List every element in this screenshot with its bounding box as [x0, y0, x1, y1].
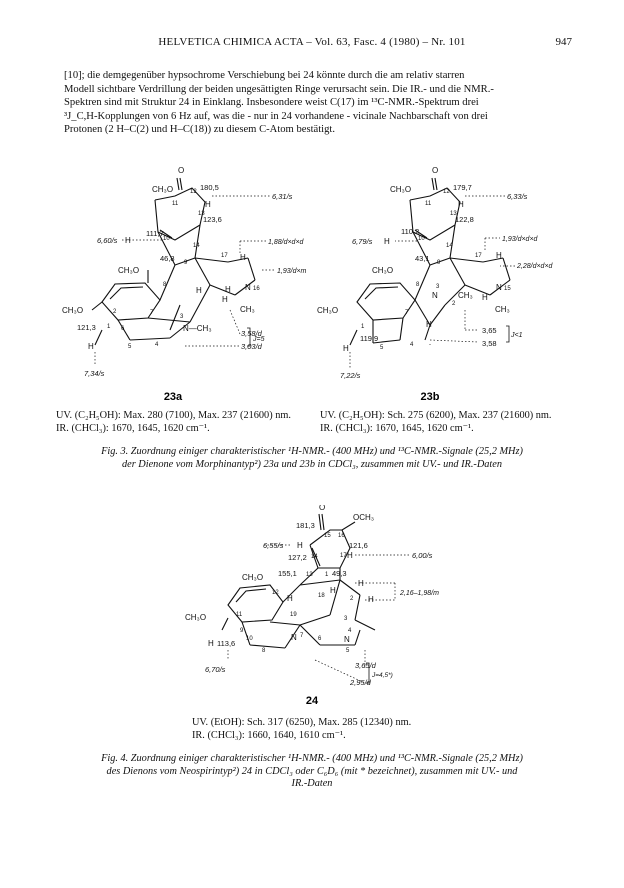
h-nmr-shift: 7,34/s — [84, 369, 105, 378]
n-methyl-label: N—CH₃ — [183, 324, 212, 333]
h-nmr-shift: 3,58 — [482, 339, 497, 348]
specs-24 — [192, 717, 492, 742]
atom-number: 2 — [350, 596, 354, 602]
atom-number: 10 — [163, 236, 170, 242]
atom-number: 5 — [380, 345, 384, 351]
uv-data: UV. (C₂H₅OH): Sch. 275 (6200), Max. 237 (21600) nm. — [320, 410, 552, 421]
running-header — [0, 36, 624, 52]
atom-number: 9 — [240, 628, 244, 634]
c13-shift: 155,1 — [278, 569, 297, 578]
atom-number: 17 — [475, 253, 482, 259]
intro-line: Protonen (2 H–C(2) und H–C(18)) zu diesem C-Atom bestätigt. — [64, 124, 335, 136]
c13-shift: 181,3 — [296, 521, 315, 530]
c13-shift: 46,8 — [160, 254, 175, 263]
nitrogen-label: N — [245, 283, 251, 292]
atom-number: 7 — [405, 310, 409, 316]
c13-shift: 119,9 — [360, 334, 379, 343]
atom-number: 4 — [410, 342, 414, 348]
c13-shift: 121,3 — [77, 323, 96, 332]
h-nmr-shift: 3,03/d — [241, 342, 262, 351]
c13-shift: 179,7 — [453, 183, 472, 192]
oxygen-label: O — [319, 505, 326, 512]
hydrogen-label: H — [426, 320, 432, 329]
intro-line: ³J_C,H-Kopplungen von 6 Hz auf, was die - nur in 24 vorhandene - vicinale Nachbarschaft von drei — [64, 110, 488, 122]
intro-line: Modell sichtbare Verdrillung der beiden ungesättigten Ringe verursacht sein. Die IR.- und die NMR.- — [64, 83, 494, 95]
atom-number: 3 — [436, 284, 440, 290]
c13-shift: 113,6 — [217, 639, 236, 648]
hydrogen-label: H — [482, 293, 488, 302]
hydrogen-label: H — [458, 200, 464, 209]
c13-shift: 121,6 — [349, 541, 368, 550]
c13-shift: 123,6 — [203, 215, 222, 224]
hydrogen-label: H — [88, 342, 94, 351]
intro-paragraph — [64, 69, 558, 137]
hydrogen-label: H — [358, 579, 364, 588]
atom-number: 11 — [425, 201, 432, 207]
atom-number: 14 — [193, 243, 200, 249]
uv-data: UV. (EtOH): Sch. 317 (6250), Max. 285 (12340) nm. — [192, 717, 412, 728]
compound-label-24: 24 — [305, 695, 319, 705]
atom-number: 9 — [184, 260, 188, 266]
atom-number: 6 — [121, 326, 125, 332]
page-number: 947 — [555, 36, 572, 48]
h-nmr-shift: 6,60/s — [97, 236, 118, 245]
atom-number: 17 — [221, 253, 228, 259]
atom-number: 16 — [338, 533, 345, 539]
atom-number: 13 — [306, 572, 313, 578]
c13-shift: 127,2 — [288, 553, 307, 562]
h-nmr-shift: 6,55/s — [263, 541, 284, 550]
intro-line: [10]; die demgegenüber hypsochrome Verschiebung bei 24 könnte durch die am relativ starren — [64, 70, 465, 81]
hydrogen-label: H — [125, 236, 131, 245]
c13-shift: 110,2 — [401, 227, 420, 236]
atom-number: 4 — [348, 628, 352, 634]
h-nmr-shift: 6,33/s — [507, 192, 528, 201]
nitrogen-label: N — [291, 633, 297, 642]
methoxy-label: CH₃O — [390, 185, 412, 194]
c13-shift: 180,5 — [200, 183, 219, 192]
oxygen-label: O — [178, 166, 185, 175]
methoxy-label: CH₃O — [372, 266, 394, 275]
hydrogen-label: H — [384, 237, 390, 246]
atom-number: 1 — [107, 324, 111, 330]
atom-number: 7 — [150, 310, 154, 316]
compound-label-23a: 23a — [163, 391, 183, 400]
h-nmr-shift: 2,16–1,98/m — [400, 590, 439, 597]
atom-number: 4 — [155, 342, 159, 348]
atom-number: 14 — [446, 243, 453, 249]
h-nmr-shift: 6,70/s — [205, 665, 226, 674]
atom-number: 17 — [340, 553, 347, 559]
hydrogen-label: H — [343, 344, 349, 353]
atom-number: 3 — [180, 314, 184, 320]
atom-number: 15 — [504, 286, 511, 292]
uv-data: UV. (C₂H₅OH): Max. 280 (7100), Max. 237 (21600) nm. — [56, 410, 291, 421]
methyl-label: CH₃ — [458, 291, 473, 300]
h-nmr-shift: 6,31/s — [272, 192, 293, 201]
caption-line: Fig. 3. Zuordnung einiger charakteristischer ¹H-NMR.- (400 MHz) und ¹³C-NMR.-Signale (25,2 MHz) — [101, 446, 523, 457]
atom-number: 1 — [361, 324, 365, 330]
atom-number: 8 — [416, 282, 420, 288]
atom-number: 12 — [190, 189, 197, 195]
h-nmr-shift: 2,28/d×d×d — [517, 263, 553, 270]
atom-number: 16 — [253, 286, 260, 292]
methoxy-label: OCH₃ — [353, 513, 375, 522]
methoxy-label: CH₃O — [118, 266, 140, 275]
h-nmr-shift: 3,58/d — [241, 329, 262, 338]
intro-line: Spektren sind mit Struktur 24 in Einklang. Insbesondere weist C(17) im ¹³C-NMR.-Spektrum drei — [64, 97, 479, 109]
atom-number: 11 — [172, 201, 179, 207]
h-nmr-shift: 7,22/s — [340, 371, 361, 380]
caption-line: Fig. 4. Zuordnung einiger charakteristischer ¹H-NMR.- (400 MHz) und ¹³C-NMR.-Signale (25,2 MHz) — [101, 753, 523, 764]
atom-number: 7 — [300, 633, 304, 639]
hydrogen-label: H — [205, 200, 211, 209]
hydrogen-label: H — [347, 551, 353, 560]
compound-label-23b: 23b — [420, 391, 440, 400]
methoxy-label: CH₃O — [185, 613, 207, 622]
h-nmr-shift: 1,93/d×d×d — [502, 236, 538, 243]
h-nmr-shift: 6,00/s — [412, 551, 433, 560]
h-nmr-shift: 6,79/s — [352, 237, 373, 246]
methoxy-label: CH₃O — [62, 306, 84, 315]
nitrogen-label: N — [344, 635, 350, 644]
journal-title: HELVETICA CHIMICA ACTA – Vol. 63, Fasc. 4 (1980) – Nr. 101 — [158, 36, 466, 48]
c13-shift: 49,3 — [332, 569, 347, 578]
specs-23b — [320, 410, 590, 435]
c13-shift: 122,8 — [455, 215, 474, 224]
atom-number: 9 — [437, 260, 441, 266]
hydrogen-label: H — [496, 251, 502, 260]
hydrogen-label: H — [225, 285, 231, 294]
hydrogen-label: H — [208, 639, 214, 648]
atom-number: 18 — [318, 593, 325, 599]
c13-shift: 111,7 — [146, 229, 164, 238]
coupling-constant: J<1 — [511, 332, 523, 339]
atom-number: 12 — [272, 590, 279, 596]
atom-number: 11 — [236, 612, 243, 618]
nitrogen-label: N — [496, 283, 502, 292]
h-nmr-shift: 3,65 — [482, 326, 497, 335]
atom-number: 5 — [128, 344, 132, 350]
coupling-constant: J=4,5*) — [372, 672, 393, 679]
atom-number: 15 — [324, 533, 331, 539]
atom-number: 8 — [262, 648, 266, 654]
atom-number: 14 — [311, 554, 318, 560]
atom-number: 10 — [418, 236, 425, 242]
h-nmr-shift: 2,95/d — [350, 678, 371, 687]
hydrogen-label: H — [196, 286, 202, 295]
h-nmr-shift: 1,88/d×d×d — [268, 239, 304, 246]
atom-number: 19 — [290, 612, 297, 618]
ir-data: IR. (CHCl₃): 1660, 1640, 1610 cm⁻¹. — [192, 729, 346, 741]
caption-line: IR.-Daten — [291, 778, 333, 789]
specs-23a — [56, 410, 314, 435]
methyl-label: CH₃ — [240, 305, 255, 314]
figure-4-structure — [0, 505, 624, 705]
atom-number: 3 — [344, 616, 348, 622]
oxygen-label: O — [432, 166, 439, 175]
h-nmr-shift: 3,65/d — [355, 661, 376, 670]
h-nmr-shift: 1,93/d×m — [277, 268, 307, 275]
hydrogen-label: H — [368, 595, 374, 604]
caption-line: der Dienone vom Morphinantyp²) 23a und 23b in CDCl₃, zusammen mit UV.- und IR.-Daten — [122, 458, 502, 470]
figure-3-caption — [40, 446, 584, 471]
hydrogen-label: H — [240, 253, 246, 262]
figure-4-caption — [40, 753, 584, 791]
ir-data: IR. (CHCl₃): 1670, 1645, 1620 cm⁻¹. — [56, 422, 210, 434]
atom-number: 1 — [325, 572, 329, 578]
methoxy-label: CH₃O — [317, 306, 339, 315]
methyl-label: CH₃ — [495, 305, 510, 314]
hydrogen-label: H — [297, 541, 303, 550]
atom-number: 13 — [198, 211, 205, 217]
atom-number: 12 — [443, 189, 450, 195]
atom-number: 8 — [163, 282, 167, 288]
atom-number: 2 — [452, 301, 456, 307]
hydrogen-label: H — [287, 594, 293, 603]
c13-shift: 43,1 — [415, 254, 430, 263]
caption-line: des Dienons vom Neospirintyp²) 24 in CDCl₃ oder C₆D₆ (mit * bezeichnet), zusammen mit UV.- und — [106, 765, 518, 777]
hydrogen-label: H — [222, 295, 228, 304]
atom-number: 6 — [318, 636, 322, 642]
coupling-constant: J=5 — [253, 336, 265, 343]
ir-data: IR. (CHCl₃): 1670, 1645, 1620 cm⁻¹. — [320, 422, 474, 434]
atom-number: 5 — [346, 648, 350, 654]
atom-number: 10 — [246, 636, 253, 642]
nitrogen-label: N — [432, 291, 438, 300]
figure-3-structures — [0, 150, 624, 400]
atom-number: 13 — [450, 211, 457, 217]
atom-number: 2 — [113, 309, 117, 315]
methoxy-label: CH₃O — [242, 573, 264, 582]
hydrogen-label: H — [330, 586, 336, 595]
methoxy-label: CH₃O — [152, 185, 174, 194]
